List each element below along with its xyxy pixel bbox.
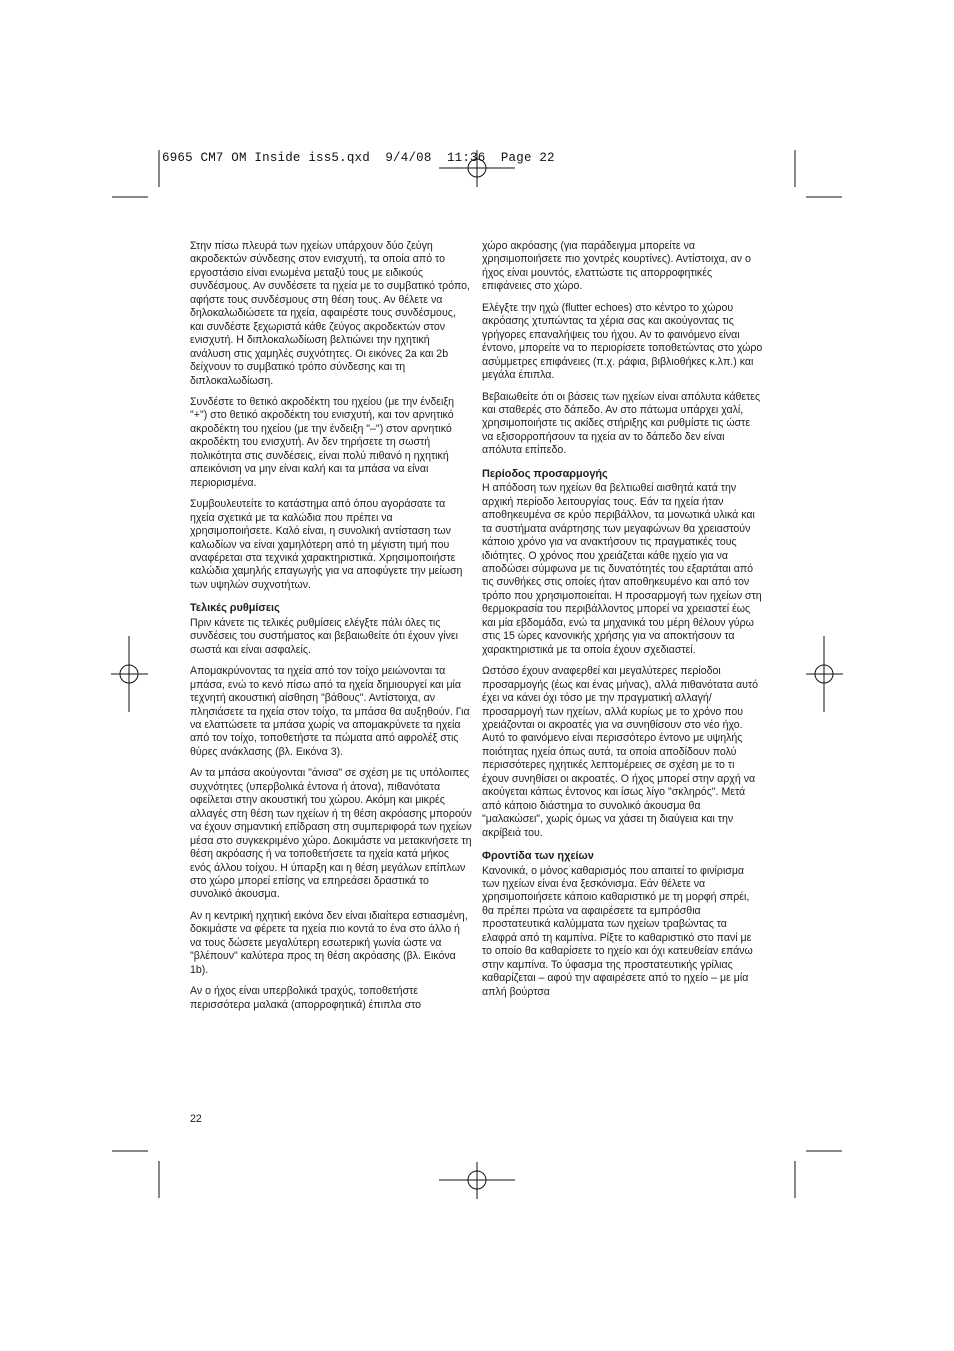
paragraph: Συμβουλευτείτε το κατάστημα από όπου αγοράσατε τα ηχεία σχετικά με τα καλώδια που πρέπει να χρησιμοποιήσετε. Καλό είναι, η συνολική αντίσταση των καλωδίων να είναι χαμηλότερη από τη μέγιστη τιμή που αναφέρεται στα τεχνικά χαρακτηριστικά. Χρησιμοποιήστε καλώδια χαμηλής επαγωγής για να αποφύγετε την μείωση των υψηλών συχνοτήτων.	[190, 498, 463, 591]
left-text-column	[190, 240, 472, 1020]
page-number: 22	[190, 1113, 202, 1125]
registration-mark-right	[806, 636, 843, 712]
section-heading: Τελικές ρυθμίσεις	[190, 602, 280, 615]
registration-mark-bottom	[439, 1162, 515, 1199]
paragraph: Κανονικά, ο μόνος καθαρισμός που απαιτεί το φινίρισμα των ηχείων είναι ένα ξεσκόνισμα. Εάν θέλετε να χρησιμοποιήσετε κάποιο καθαριστικό με τη μορφή σπρέι, θα πρέπει πρώτα να αφαιρέσετε τα εμπρόσθια προστατευτικά καλύμματα των ηχείων τραβώντας τα ελαφρά από τη καμπίνα. Ρίξτε το καθαριστικό στο πανί με το οποίο θα καθαρίσετε το ηχείο και όχι κατευθείαν επάνω στην καμπίνα. Το ύφασμα της προστατευτικής γρίλιας καθαρίζεται – αφού την αφαιρέσετε από το ηχείο – με μία απλή βούρτσα	[482, 864, 753, 998]
print-slug-line: 6965 CM7 OM Inside iss5.qxd 9/4/08 11:36 Page 22	[162, 151, 555, 165]
paragraph: Αν η κεντρική ηχητική εικόνα δεν είναι ιδιαίτερα εστιασμένη, δοκιμάστε να φέρετε τα ηχεία πιο κοντά το ένα στο άλλο ή να τους δώσετε μεγαλύτερη εσωτερική γωνία ώστε να "βλέπουν" καλύτερα προς τη θέση ακρόασης (βλ. Εικόνα 1b).	[190, 909, 468, 976]
paragraph: Η απόδοση των ηχείων θα βελτιωθεί αισθητά κατά την αρχική περίοδο λειτουργίας τους. Εάν τα ηχεία ήταν αποθηκευμένα σε κρύο περιβάλλον, τα μονωτικά υλικά και τα συστήματα ανάρτησης των μεγαφώνων θα χρειαστούν κάποιο χρόνο για να ανακτήσουν τις πραγματικές τους ιδιότητες. Ο χρόνος που χρειάζεται κάθε ηχείο για να αποδώσει σύμφωνα με τις δυνατότητές του εξαρτάται από τις συνθήκες στις οποίες ήταν αποθηκευμένο και από τον τρόπο που χρησιμοποιείται. Η προσαρμογή των ηχείων στη θερμοκρασία του περιβάλλοντος μπορεί να χρειαστεί έως και μία εβδομάδα, ενώ τα μηχανικά του μέρη θέλουν γύρω στις 15 ώρες κανονικής χρήσης για να αποκτήσουν τα χαρακτηριστικά με τα οποία έχουν σχεδιαστεί.	[482, 482, 762, 656]
paragraph: Βεβαιωθείτε ότι οι βάσεις των ηχείων είναι απόλυτα κάθετες και σταθερές στο δάπεδο. Αν στο πάτωμα υπάρχει χαλί, χρησιμοποιήστε τις ακίδες στήριξης και ρυθμίστε τις ώστε να εξισορροπήσουν τα ηχεία αν το δάπεδο δεν είναι απόλυτα επίπεδο.	[482, 390, 761, 457]
section-heading: Περίοδος προσαρμογής	[482, 467, 608, 480]
registration-mark-left	[111, 636, 148, 712]
paragraph: Αν ο ήχος είναι υπερβολικά τραχύς, τοποθετήστε περισσότερα μαλακά (απορροφητικά) έπιπλα στο	[190, 985, 422, 1011]
paragraph: Συνδέστε το θετικό ακροδέκτη του ηχείου (με την ένδειξη "+") στο θετικό ακροδέκτη του ενισχυτή, και τον αρνητικό ακροδέκτη του ηχείου (με την ένδειξη "–") στον αρνητικό ακροδέκτη του ενισχυτή. Αν δεν τηρήσετε τη σωστή πολικότητα στις συνδέσεις, είναι πολύ πιθανό η ηχητική απεικόνιση να μην είναι καλή και τα μπάσα να είναι περιορισμένα.	[190, 395, 455, 489]
paragraph: Ωστόσο έχουν αναφερθεί και μεγαλύτερες περίοδοι προσαρμογής (έως και ένας μήνας), αλλά πιθανότατα αυτό έχει να κάνει όχι τόσο με την πραγματική αλλαγή/προσαρμογή των ηχείων, αλλά κυρίως με το χρόνο που χρειάζονται οι ακροατές για να συνηθίσουν στο νέο ήχο. Αυτό το φαινόμενο είναι περισσότερο έντονο με υψηλής ποιότητας ηχεία όπως αυτά, τα οποία αποδίδουν πολύ περισσότερες ηχητικές λεπτομέρειες σε σχέση με το τι έχουν συνηθίσει οι ακροατές. Ο ήχος μπορεί στην αρχή να ακούγεται κάπως έντονος και ίσως λίγο "σκληρός". Μετά από κάποιο διάστημα το συνολικό άκουσμα θα "μαλακώσει", χωρίς όμως να χάσει τη διαύγεια και την ακρίβειά του.	[482, 665, 759, 839]
paragraph: Αν τα μπάσα ακούγονται "άνισα" σε σχέση με τις υπόλοιπες συχνότητες (υπερβολικά έντονα ή άτονα), πιθανότατα οφείλεται στην ακουστική του χώρου. Ακόμη και μικρές αλλαγές στη θέση των ηχείων ή τη θέση ακρόασης μπορούν να έχουν σημαντική επίδραση στη συμπεριφορά των ηχείων μέσα στο συγκεκριμένο χώρο. Δοκιμάστε να μετακινήσετε τη θέση ακρόασης ή να τοποθετήσετε τα ηχεία κατά μήκος ενός άλλου τοίχου. Η ύπαρξη και η θέση μεγάλων επίπλων στο χώρο μπορεί επίσης να επηρεάσει δραστικά το συνολικό άκουσμα.	[190, 767, 472, 901]
paragraph: Στην πίσω πλευρά των ηχείων υπάρχουν δύο ζεύγη ακροδεκτών σύνδεσης στον ενισχυτή, τα οποία από το εργοστάσιο είναι ενωμένα μεταξύ τους με ειδικούς συνδέσμους. Αν συνδέσετε τα ηχεία με το συμβατικό τρόπο, αφήστε τους συνδέσμους στη θέση τους. Αν θέλετε να δηλοκαλωδιώσετε τα ηχεία, αφαιρέστε τους συνδέσμους, και συνδέστε ξεχωριστά κάθε ζεύγος ακροδεκτών στον ενισχυτή. Η διπλοκαλωδίωση βελτιώνει την ηχητική ανάλυση στις χαμηλές συχνότητες. Οι εικόνες 2a και 2b δείχνουν το συμβατικό τρόπο σύνδεσης και τη διπλοκαλωδίωση.	[190, 240, 470, 387]
paragraph: Απομακρύνοντας τα ηχεία από τον τοίχο μειώνονται τα μπάσα, ενώ το κενό πίσω από τα ηχεία δημιουργεί και μία τεχνητή ακουστική αίσθηση "βάθους". Αντίστοιχα, αν πλησιάσετε τα ηχεία στον τοίχο, τα μπάσα θα αυξηθούν. Για να ελαττώσετε τα μπάσα χωρίς να απομακρύνετε τα ηχεία από τον τοίχο, τοποθετήστε τα πώματα από αφρολέξ στις θύρες ανάκλασης (βλ. Εικόνα 3).	[190, 665, 470, 758]
paragraph: Ελέγξτε την ηχώ (flutter echoes) στο κέντρο το χώρου ακρόασης χτυπώντας τα χέρια σας και ακούγοντας τις γρήγορες επαναλήψεις του ήχου. Αν το φαινόμενο είναι έντονο, μπορείτε να το περιορίσετε τοποθετώντας στο χώρο ασύμμετρες επιφάνειες (π.χ. ράφια, βιβλιοθήκες κ.λπ.) και μεγάλα έπιπλα.	[482, 301, 763, 382]
right-text-column	[482, 240, 764, 1007]
section-heading: Φροντίδα των ηχείων	[482, 850, 594, 863]
paragraph: Πριν κάνετε τις τελικές ρυθμίσεις ελέγξτε πάλι όλες τις συνδέσεις του συστήματος και βεβαιωθείτε ότι έχουν γίνει σωστά και είναι ασφαλείς.	[190, 616, 458, 656]
paragraph: χώρο ακρόασης (για παράδειγμα μπορείτε να χρησιμοποιήσετε πιο χοντρές κουρτίνες). Αντίστοιχα, αν ο ήχος είναι μουντός, ελαττώστε τις απορροφητικές επιφάνειες στο χώρο.	[482, 240, 751, 293]
